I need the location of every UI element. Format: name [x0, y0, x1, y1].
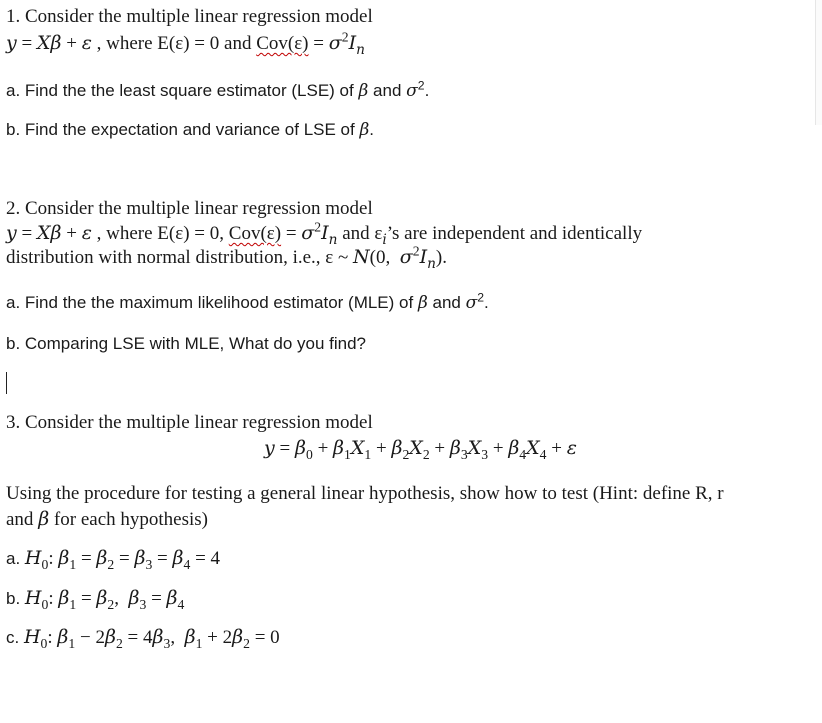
q1-part-a-and: and [373, 81, 402, 100]
q1-part-a-text: a. Find the the least square estimator (LSE) of [6, 81, 354, 100]
q3-part-a-label: a. [6, 549, 21, 568]
q3-part-a: a. $H_0$: $\beta_1 = \beta_2 = \beta_3 = \beta_4 = 4$ [6, 547, 221, 572]
q3-instruction-line2: and β for each hypothesis) [6, 508, 208, 530]
q1-part-a: a. Find the the least square estimator (LSE) of β and $\sigma^2$. [6, 78, 430, 101]
text-cursor [6, 372, 7, 394]
q2-model-tail: and ε [337, 223, 383, 244]
q1-part-b: b. Find the expectation and variance of LSE of β. [6, 120, 375, 140]
q2-model: y = Xβ + ε , where E(ε) = 0, $Cov(\varepsilon) = \sigma^2I_n$ and $\varepsilon_i’s$ are independent and identically [6, 219, 643, 248]
q2-part-a-and: and [432, 293, 461, 312]
q2-cov-word: Cov(ε) [228, 223, 282, 244]
q1-cov-word: Cov(ε) [256, 33, 309, 54]
q3-part-c-label: c. [6, 628, 20, 647]
q3-instruction-tail: for each hypothesis) [53, 509, 208, 530]
q2-part-a: a. Find the the maximum likelihood estimator (MLE) of β and $\sigma^2$. [6, 290, 489, 313]
q2-distribution: distribution with normal distribution, i.e., ε ~ N(0, $\sigma^2I_n$). [6, 243, 447, 272]
q3-instruction-and: and [6, 509, 34, 530]
q3-part-b-label: b. [6, 589, 21, 608]
q2-model-text: , where E(ε) = 0, [96, 223, 229, 244]
q2-distribution-text: distribution with normal distribution, i.e., ε ~ [6, 247, 354, 268]
q3-instruction-line1: Using the procedure for testing a general linear hypothesis, show how to test (Hint: define R, r [6, 483, 724, 504]
q1-part-b-text: b. Find the expectation and variance of LSE of [6, 120, 355, 139]
q3-part-b: b. $H_0$: $\beta_1 = \beta_2$, $\beta_3 = \beta_4$ [6, 587, 185, 612]
q3-title: 3. Consider the multiple linear regression model [6, 412, 373, 433]
q2-part-b: b. Comparing LSE with MLE, What do you find? [6, 334, 367, 353]
q1-model-text: , where E(ε) = 0 and [96, 33, 257, 54]
q2-model-tail2: ’s are independent and identically [386, 223, 643, 244]
page-edge [815, 0, 822, 125]
q3-model: $y = \beta_0 + \beta_1X_1 + \beta_2X_2 + \beta_3X_3 + \beta_4X_4 + \varepsilon$ [264, 437, 577, 462]
q2-part-a-text: a. Find the the maximum likelihood estimator (MLE) of [6, 293, 414, 312]
q3-part-c: c. $H_0$: $\beta_1 - 2\beta_2 = 4\beta_3$, $\beta_1 + 2\beta_2 = 0$ [6, 626, 280, 651]
q1-title: 1. Consider the multiple linear regression model [6, 6, 373, 27]
q1-model: y = Xβ + ε , where E(ε) = 0 and $Cov(\varepsilon) = \sigma^2I_n$ [6, 29, 365, 58]
q2-title: 2. Consider the multiple linear regression model [6, 198, 373, 219]
